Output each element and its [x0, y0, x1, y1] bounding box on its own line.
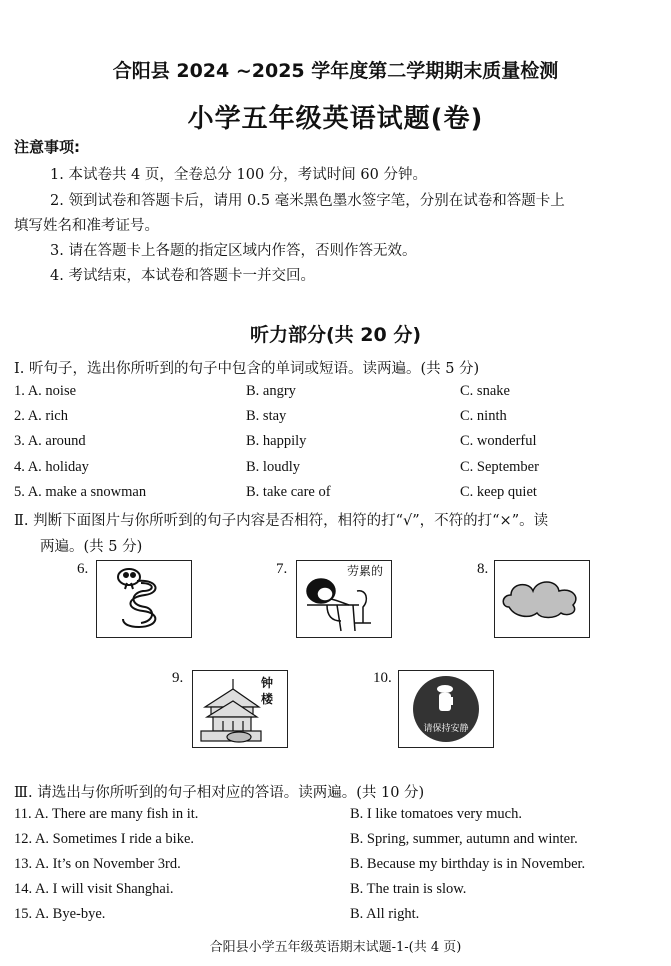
q14-option-a: 14. A. I will visit Shanghai. [14, 881, 174, 897]
q5-option-a: 5. A. make a snowman [14, 484, 147, 500]
q5-option-c: C. keep quiet [460, 484, 537, 500]
cloud-picture [494, 560, 590, 638]
q1-option-a: 1. A. noise [14, 383, 77, 399]
note-item: 4. 考试结束，本试卷和答题卡一并交回。 [50, 268, 315, 284]
q2-option-c: C. ninth [460, 408, 507, 424]
snake-icon [97, 561, 191, 637]
tired-caption: 劳累的 [347, 564, 384, 578]
q11-option-a: 11. A. There are many fish in it. [14, 806, 199, 822]
listening-section-title: 听力部分(共 20 分) [249, 324, 422, 346]
q3-option-b: B. happily [246, 433, 307, 449]
q3-option-c: C. wonderful [460, 433, 537, 449]
q12-option-b: B. Spring, summer, autumn and winter. [350, 831, 578, 847]
picture-9-number: 9. [172, 670, 184, 686]
note-item: 2. 领到试卷和答题卡后，请用 0.5 毫米黑色墨水签字笔，分别在试卷和答题卡上 [50, 193, 565, 209]
keep-quiet-sign-picture [398, 670, 494, 748]
q14-option-b: B. The train is slow. [350, 881, 467, 897]
q12-option-a: 12. A. Sometimes I ride a bike. [14, 831, 195, 847]
notes-heading: 注意事项: [14, 138, 80, 156]
q3-option-a: 3. A. around [14, 433, 86, 449]
q11-option-b: B. I like tomatoes very much. [350, 806, 522, 822]
q13-option-a: 13. A. It’s on November 3rd. [14, 856, 181, 872]
q2-option-a: 2. A. rich [14, 408, 68, 424]
exam-title-line2: 小学五年级英语试题(卷) [187, 104, 484, 134]
quiet-sign-caption: 请保持安静 [423, 724, 469, 734]
q4-option-a: 4. A. holiday [14, 459, 89, 475]
picture-8-number: 8. [477, 561, 489, 577]
q5-option-b: B. take care of [246, 484, 331, 500]
bell-tower-picture [192, 670, 288, 748]
part3-heading: Ⅲ. 请选出与你所听到的句子相对应的答语。读两遍。(共 10 分) [14, 785, 425, 801]
note-item: 3. 请在答题卡上各题的指定区域内作答，否则作答无效。 [50, 243, 417, 259]
bell-tower-caption: 钟楼 [261, 676, 274, 706]
q2-option-b: B. stay [246, 408, 287, 424]
quiet-sign-icon [399, 671, 493, 747]
cloud-icon [495, 561, 589, 637]
picture-7-number: 7. [276, 561, 288, 577]
note-item: 1. 本试卷共 4 页，全卷总分 100 分，考试时间 60 分钟。 [50, 167, 427, 183]
q1-option-c: C. snake [460, 383, 510, 399]
q4-option-c: C. September [460, 459, 539, 475]
exam-title-line1: 合阳县 2024 ~2025 学年度第二学期期末质量检测 [112, 60, 559, 82]
note-item: 填写姓名和准考证号。 [14, 218, 159, 234]
page-footer: 合阳县小学五年级英语期末试题-1-(共 4 页) [209, 940, 462, 955]
q13-option-b: B. Because my birthday is in November. [350, 856, 586, 872]
q15-option-a: 15. A. Bye-bye. [14, 906, 106, 922]
snake-picture [96, 560, 192, 638]
q15-option-b: B. All right. [350, 906, 420, 922]
q4-option-b: B. loudly [246, 459, 300, 475]
part2-heading-line1: Ⅱ. 判断下面图片与你所听到的句子内容是否相符，相符的打“√”，不符的打“×”。读 [14, 513, 549, 529]
part1-heading: Ⅰ. 听句子，选出你所听到的句子中包含的单词或短语。读两遍。(共 5 分) [14, 361, 480, 377]
q1-option-b: B. angry [246, 383, 296, 399]
picture-6-number: 6. [77, 561, 89, 577]
picture-10-number: 10. [373, 670, 392, 686]
part2-heading-line2: 两遍。(共 5 分) [40, 539, 143, 555]
tired-girl-picture [296, 560, 392, 638]
